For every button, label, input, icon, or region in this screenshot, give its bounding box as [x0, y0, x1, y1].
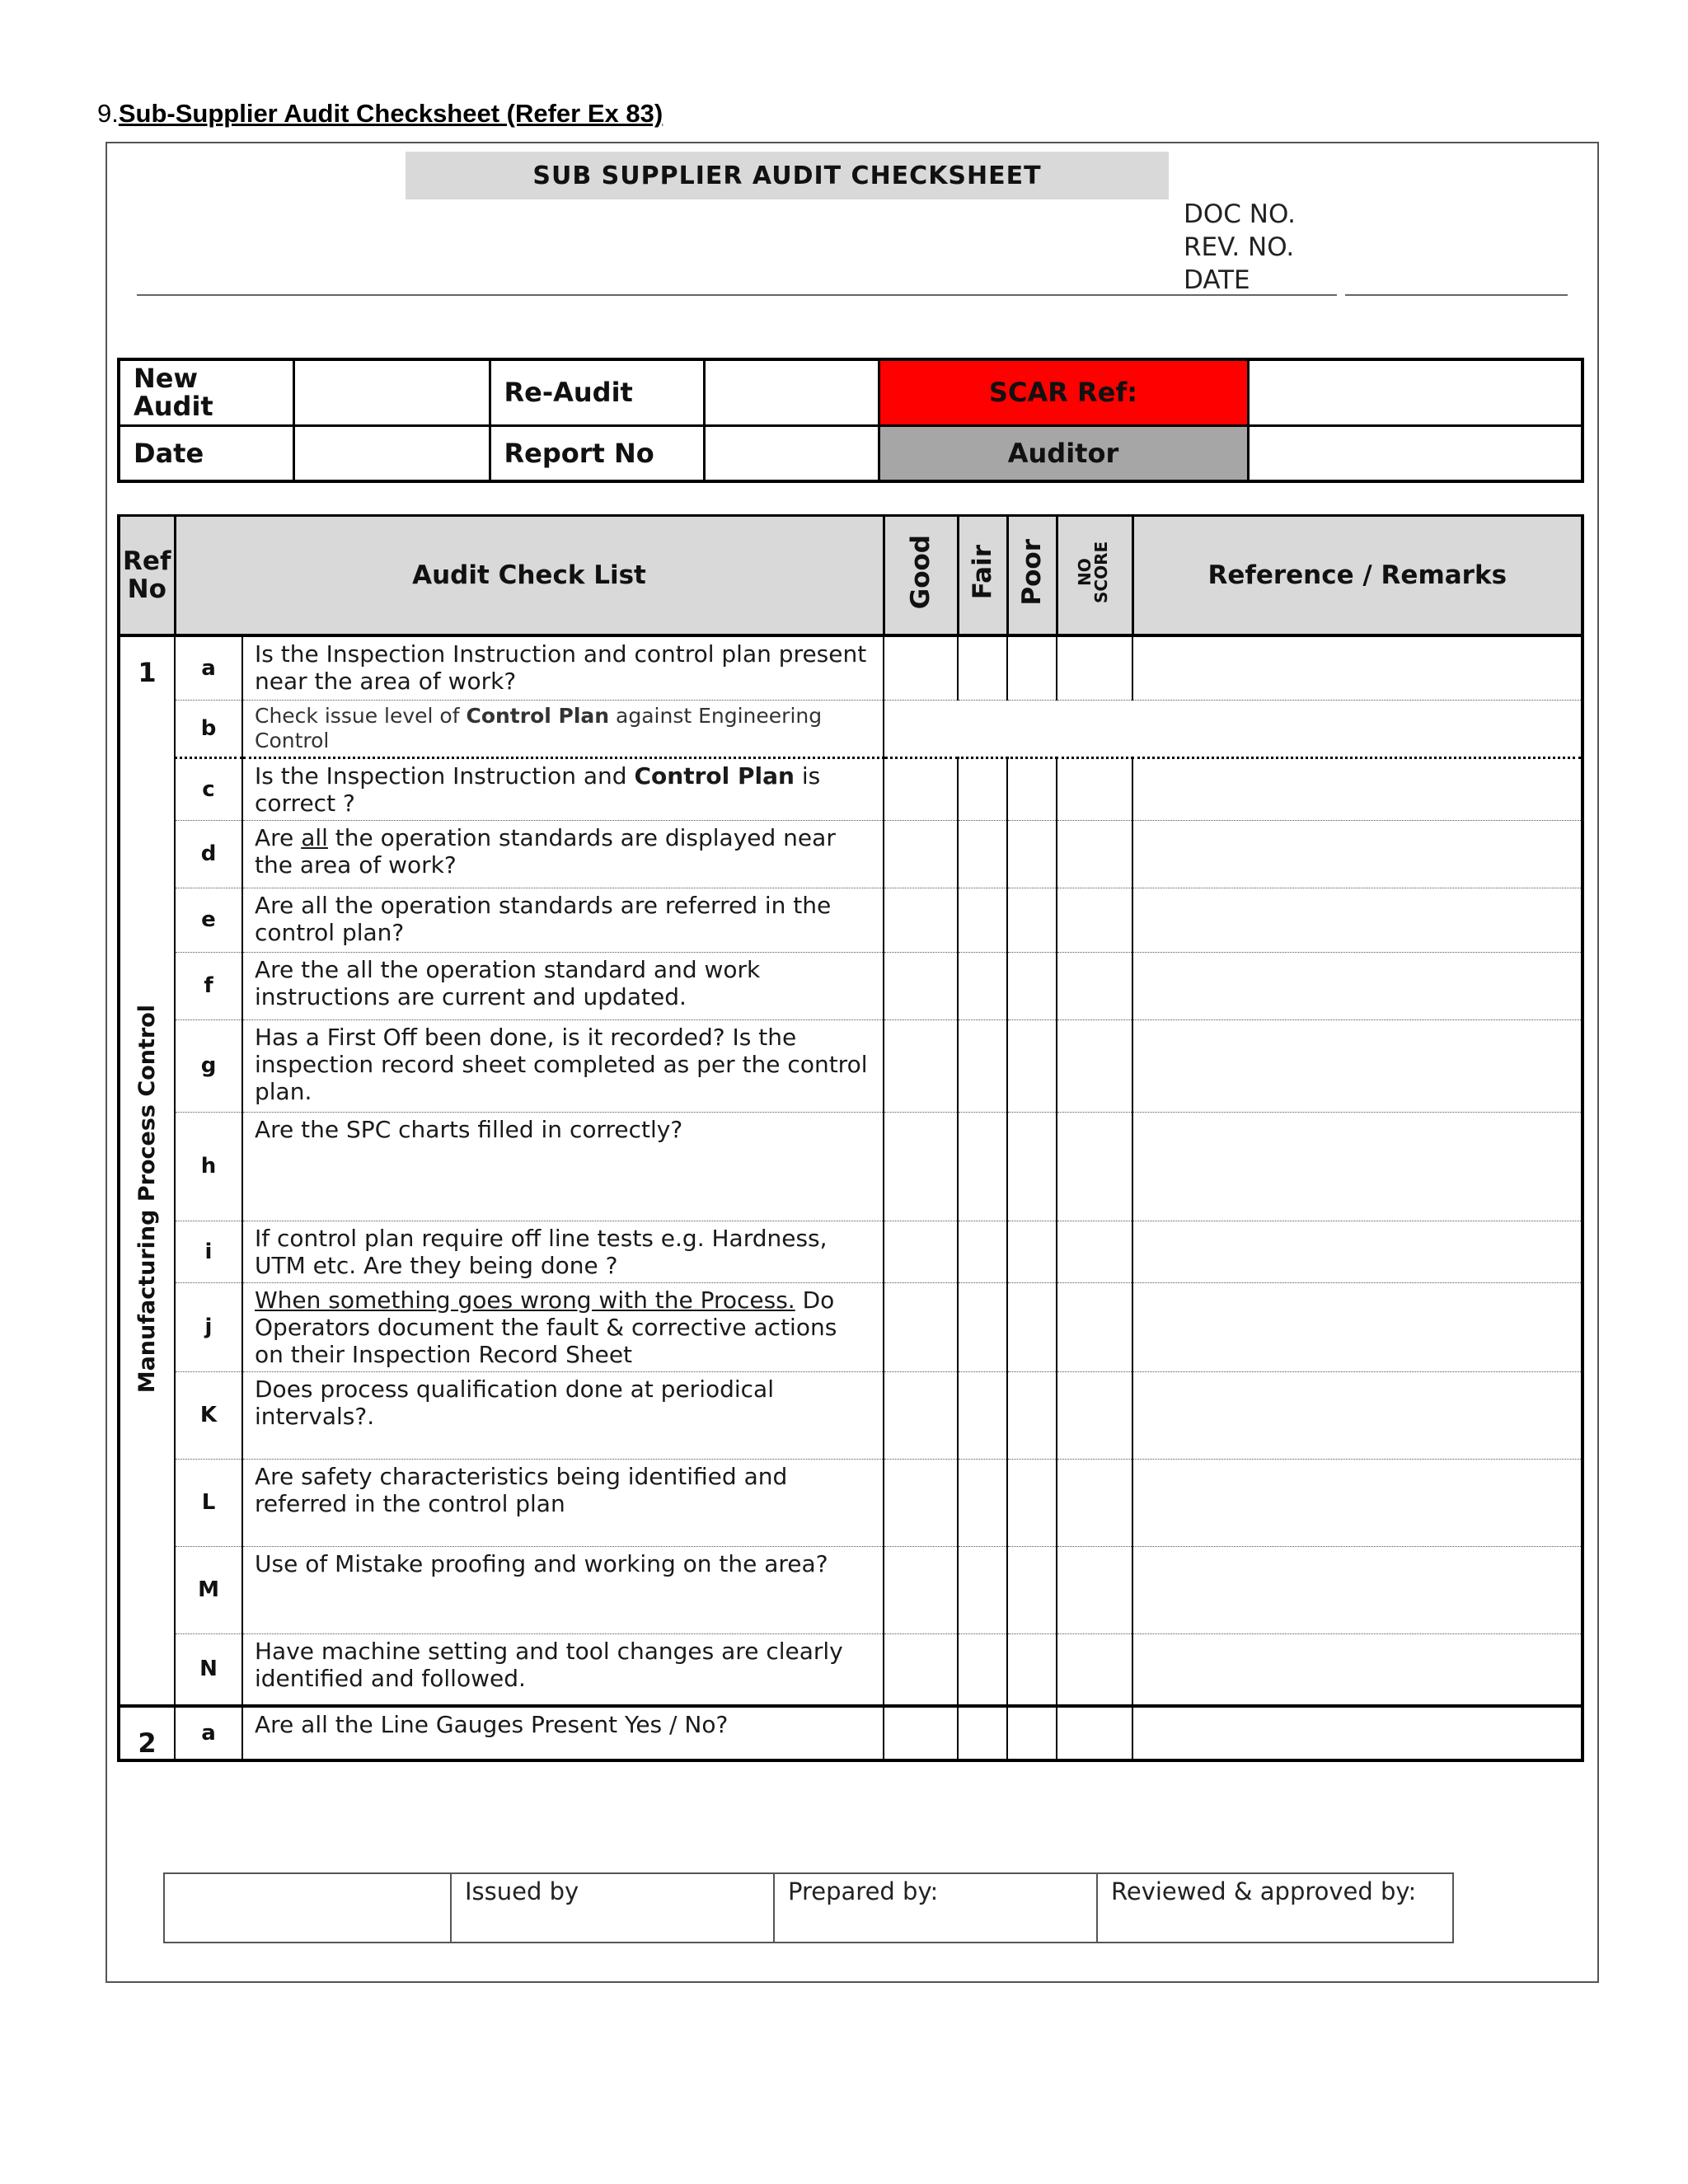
question-cell — [242, 1706, 884, 1760]
question-text: Are safety characteristics being identified and referred in the control plan — [255, 1462, 788, 1517]
no-score-cell[interactable] — [1057, 635, 1132, 700]
table-row — [119, 1019, 1582, 1112]
table-row — [119, 1546, 1582, 1633]
remarks-cell[interactable] — [1132, 635, 1582, 700]
fair-score-cell[interactable] — [958, 1546, 1007, 1633]
question-text: If control plan require off line tests e.g. Hardness, UTM etc. Are they being done ? — [255, 1224, 828, 1279]
good-score-cell[interactable] — [884, 888, 958, 952]
item-letter: L — [175, 1459, 242, 1546]
table-row — [119, 1633, 1582, 1706]
section-number: 1 — [119, 635, 175, 700]
remarks-header: Reference / Remarks — [1132, 516, 1582, 636]
no-score-cell[interactable] — [1057, 1221, 1132, 1282]
good-text: Good — [906, 534, 935, 610]
table-row — [119, 1706, 1582, 1760]
auditor-field[interactable] — [1248, 425, 1582, 481]
question-underline-text: When something goes wrong with the Process. — [255, 1286, 795, 1314]
remarks-cell[interactable] — [1132, 820, 1582, 888]
form-title: SUB SUPPLIER AUDIT CHECKSHEET — [406, 152, 1169, 199]
remarks-cell[interactable] — [1132, 1282, 1582, 1371]
no-score-cell[interactable] — [1057, 1633, 1132, 1706]
question-cell — [242, 1371, 884, 1459]
item-letter: K — [175, 1371, 242, 1459]
question-underline-text: all — [301, 823, 328, 851]
fair-score-cell[interactable] — [958, 1633, 1007, 1706]
question-cell — [242, 1221, 884, 1282]
section-title: Sub-Supplier Audit Checksheet (Refer Ex 83) — [118, 99, 663, 128]
good-header — [884, 516, 958, 636]
table-row — [119, 1112, 1582, 1221]
poor-score-cell[interactable] — [1007, 1706, 1057, 1760]
table-row — [119, 952, 1582, 1019]
fair-score-cell[interactable] — [958, 757, 1007, 820]
table-row — [119, 1371, 1582, 1459]
merged-score-cell[interactable] — [884, 700, 1582, 757]
good-score-cell[interactable] — [884, 757, 958, 820]
section-side-label: Manufacturing Process Control — [134, 1005, 160, 1394]
remarks-cell[interactable] — [1132, 888, 1582, 952]
question-text-cont: Do Operators document the fault & corrective actions on their Inspection Record Sheet — [255, 1286, 837, 1368]
new-audit-label: New Audit — [119, 359, 293, 425]
question-text: Is the Inspection Instruction and — [255, 762, 635, 790]
item-letter: a — [175, 1706, 242, 1760]
table-row — [119, 757, 1582, 820]
item-letter: g — [175, 1019, 242, 1112]
question-text: Are all the operation standards are referred in the control plan? — [255, 891, 832, 946]
question-text-cont: the operation standards are displayed near the area of work? — [255, 823, 836, 879]
question-cell — [242, 635, 884, 700]
question-cell — [242, 952, 884, 1019]
no-score-cell[interactable] — [1057, 1019, 1132, 1112]
question-text: Check issue level of — [255, 703, 467, 728]
ref-no-header — [119, 516, 175, 636]
table-row — [119, 700, 1582, 757]
header-rule — [137, 294, 1172, 296]
prepared-by-cell[interactable] — [774, 1873, 1097, 1943]
prepared-by-label: Prepared by: — [788, 1877, 939, 1905]
no-score-cell[interactable] — [1057, 1459, 1132, 1546]
poor-score-cell[interactable] — [1007, 1371, 1057, 1459]
question-cell — [242, 888, 884, 952]
table-row — [119, 635, 1582, 700]
question-text-cont: is correct ? — [255, 762, 821, 817]
item-letter: d — [175, 820, 242, 888]
section-number: 9. — [97, 99, 119, 128]
section-1-body — [119, 635, 1582, 1706]
table-row — [119, 1282, 1582, 1371]
approval-blank-cell[interactable] — [164, 1873, 451, 1943]
reviewed-by-cell[interactable] — [1097, 1873, 1453, 1943]
poor-score-cell[interactable] — [1007, 1633, 1057, 1706]
poor-score-cell[interactable] — [1007, 757, 1057, 820]
question-cell — [242, 1019, 884, 1112]
poor-score-cell[interactable] — [1007, 635, 1057, 700]
good-score-cell[interactable] — [884, 952, 958, 1019]
remarks-cell[interactable] — [1132, 1019, 1582, 1112]
date-field[interactable] — [293, 425, 490, 481]
question-text: Does process qualification done at periodical intervals?. — [255, 1375, 774, 1430]
poor-score-cell[interactable] — [1007, 1112, 1057, 1221]
checklist-table — [117, 514, 1584, 1762]
table-row — [119, 820, 1582, 888]
fair-score-cell[interactable] — [958, 888, 1007, 952]
question-cell — [242, 1112, 884, 1221]
fair-score-cell[interactable] — [958, 1371, 1007, 1459]
remarks-cell[interactable] — [1132, 1459, 1582, 1546]
scar-ref-field[interactable] — [1248, 359, 1582, 425]
question-bold-text: Control Plan — [466, 703, 610, 728]
item-letter: c — [175, 757, 242, 820]
question-cell — [242, 820, 884, 888]
remarks-cell[interactable] — [1132, 1546, 1582, 1633]
fair-score-cell[interactable] — [958, 635, 1007, 700]
remarks-cell[interactable] — [1132, 757, 1582, 820]
item-letter: N — [175, 1633, 242, 1706]
table-row — [119, 1459, 1582, 1546]
item-letter: a — [175, 635, 242, 700]
no-score-header — [1057, 516, 1132, 636]
question-text: Have machine setting and tool changes are clearly identified and followed. — [255, 1637, 843, 1692]
remarks-cell[interactable] — [1132, 1706, 1582, 1760]
question-text: Is the Inspection Instruction and control plan present near the area of work? — [255, 640, 867, 695]
poor-score-cell[interactable] — [1007, 952, 1057, 1019]
good-score-cell[interactable] — [884, 1282, 958, 1371]
date-label: Date — [119, 425, 293, 481]
section-number: 2 — [119, 1706, 175, 1760]
no-score-cell[interactable] — [1057, 757, 1132, 820]
fair-score-cell[interactable] — [958, 1019, 1007, 1112]
no-score-cell[interactable] — [1057, 888, 1132, 952]
poor-score-cell[interactable] — [1007, 1546, 1057, 1633]
item-letter: h — [175, 1112, 242, 1221]
no-score-cell[interactable] — [1057, 1371, 1132, 1459]
section-2-body — [119, 1706, 1582, 1760]
poor-score-cell[interactable] — [1007, 1019, 1057, 1112]
question-bold-text: Control Plan — [634, 762, 795, 790]
item-letter: e — [175, 888, 242, 952]
good-score-cell[interactable] — [884, 1706, 958, 1760]
question-cell — [242, 757, 884, 820]
new-audit-field[interactable] — [293, 359, 490, 425]
question-cell — [242, 1282, 884, 1371]
scar-ref-label: SCAR Ref: — [879, 359, 1248, 425]
section-heading — [97, 99, 663, 129]
audit-check-list-header: Audit Check List — [175, 516, 884, 636]
fair-score-cell[interactable] — [958, 952, 1007, 1019]
ref-no-text: Ref No — [123, 546, 171, 604]
good-score-cell[interactable] — [884, 1546, 958, 1633]
no-score-cell[interactable] — [1057, 820, 1132, 888]
item-letter: f — [175, 952, 242, 1019]
item-letter: i — [175, 1221, 242, 1282]
question-text: Use of Mistake proofing and working on the area? — [255, 1549, 828, 1577]
question-cell — [242, 1546, 884, 1633]
doc-info — [1184, 198, 1296, 297]
question-text-cont: against Engineering Control — [255, 703, 823, 752]
no-score-text: NO SCORE — [1075, 541, 1111, 603]
good-score-cell[interactable] — [884, 635, 958, 700]
good-score-cell[interactable] — [884, 1221, 958, 1282]
remarks-cell[interactable] — [1132, 1112, 1582, 1221]
fair-score-cell[interactable] — [958, 1221, 1007, 1282]
issued-by-cell[interactable] — [451, 1873, 774, 1943]
no-score-cell[interactable] — [1057, 1546, 1132, 1633]
good-score-cell[interactable] — [884, 1633, 958, 1706]
question-text: Are all the Line Gauges Present Yes / No? — [255, 1711, 729, 1738]
remarks-cell[interactable] — [1132, 1633, 1582, 1706]
question-cell — [242, 700, 884, 757]
table-row — [119, 888, 1582, 952]
poor-header — [1007, 516, 1057, 636]
no-score-cell[interactable] — [1057, 1282, 1132, 1371]
rev-no-label: REV. NO. — [1184, 232, 1295, 262]
report-no-field[interactable] — [704, 425, 879, 481]
fair-text: Fair — [968, 544, 997, 600]
good-score-cell[interactable] — [884, 1371, 958, 1459]
fair-score-cell[interactable] — [958, 1706, 1007, 1760]
remarks-cell[interactable] — [1132, 1221, 1582, 1282]
fair-score-cell[interactable] — [958, 1459, 1007, 1546]
checklist-area — [117, 514, 1581, 1762]
audit-info-table — [117, 358, 1584, 483]
question-cell — [242, 1459, 884, 1546]
good-score-cell[interactable] — [884, 820, 958, 888]
poor-score-cell[interactable] — [1007, 1221, 1057, 1282]
re-audit-label: Re-Audit — [490, 359, 704, 425]
question-text: Are — [255, 823, 302, 851]
poor-score-cell[interactable] — [1007, 888, 1057, 952]
item-letter: b — [175, 700, 242, 757]
approval-table — [163, 1872, 1454, 1943]
poor-text: Poor — [1017, 538, 1047, 606]
report-no-label: Report No — [490, 425, 704, 481]
item-letter: M — [175, 1546, 242, 1633]
header-rule-right — [1345, 294, 1568, 296]
fair-score-cell[interactable] — [958, 1282, 1007, 1371]
no-score-cell[interactable] — [1057, 952, 1132, 1019]
question-cell — [242, 1633, 884, 1706]
item-letter: j — [175, 1282, 242, 1371]
fair-score-cell[interactable] — [958, 1112, 1007, 1221]
question-text: Has a First Off been done, is it recorded? Is the inspection record sheet completed as per the control plan. — [255, 1023, 868, 1105]
remarks-cell[interactable] — [1132, 952, 1582, 1019]
question-text: Are the SPC charts filled in correctly? — [255, 1115, 683, 1143]
poor-score-cell[interactable] — [1007, 820, 1057, 888]
doc-no-label: DOC NO. — [1184, 199, 1296, 229]
issued-by-label: Issued by — [465, 1877, 579, 1905]
table-row — [119, 1221, 1582, 1282]
poor-score-cell[interactable] — [1007, 1459, 1057, 1546]
reviewed-by-label: Reviewed & approved by: — [1111, 1877, 1417, 1905]
no-score-cell[interactable] — [1057, 1112, 1132, 1221]
fair-score-cell[interactable] — [958, 820, 1007, 888]
good-score-cell[interactable] — [884, 1112, 958, 1221]
date-label: DATE — [1184, 265, 1250, 295]
fair-header — [958, 516, 1007, 636]
header-rule-mid — [1172, 294, 1337, 296]
question-text: Are the all the operation standard and work instructions are current and updated. — [255, 955, 761, 1010]
remarks-cell[interactable] — [1132, 1371, 1582, 1459]
poor-score-cell[interactable] — [1007, 1282, 1057, 1371]
good-score-cell[interactable] — [884, 1459, 958, 1546]
auditor-label: Auditor — [879, 425, 1248, 481]
no-score-cell[interactable] — [1057, 1706, 1132, 1760]
re-audit-field[interactable] — [704, 359, 879, 425]
good-score-cell[interactable] — [884, 1019, 958, 1112]
section-side-label-cell — [119, 700, 175, 1706]
